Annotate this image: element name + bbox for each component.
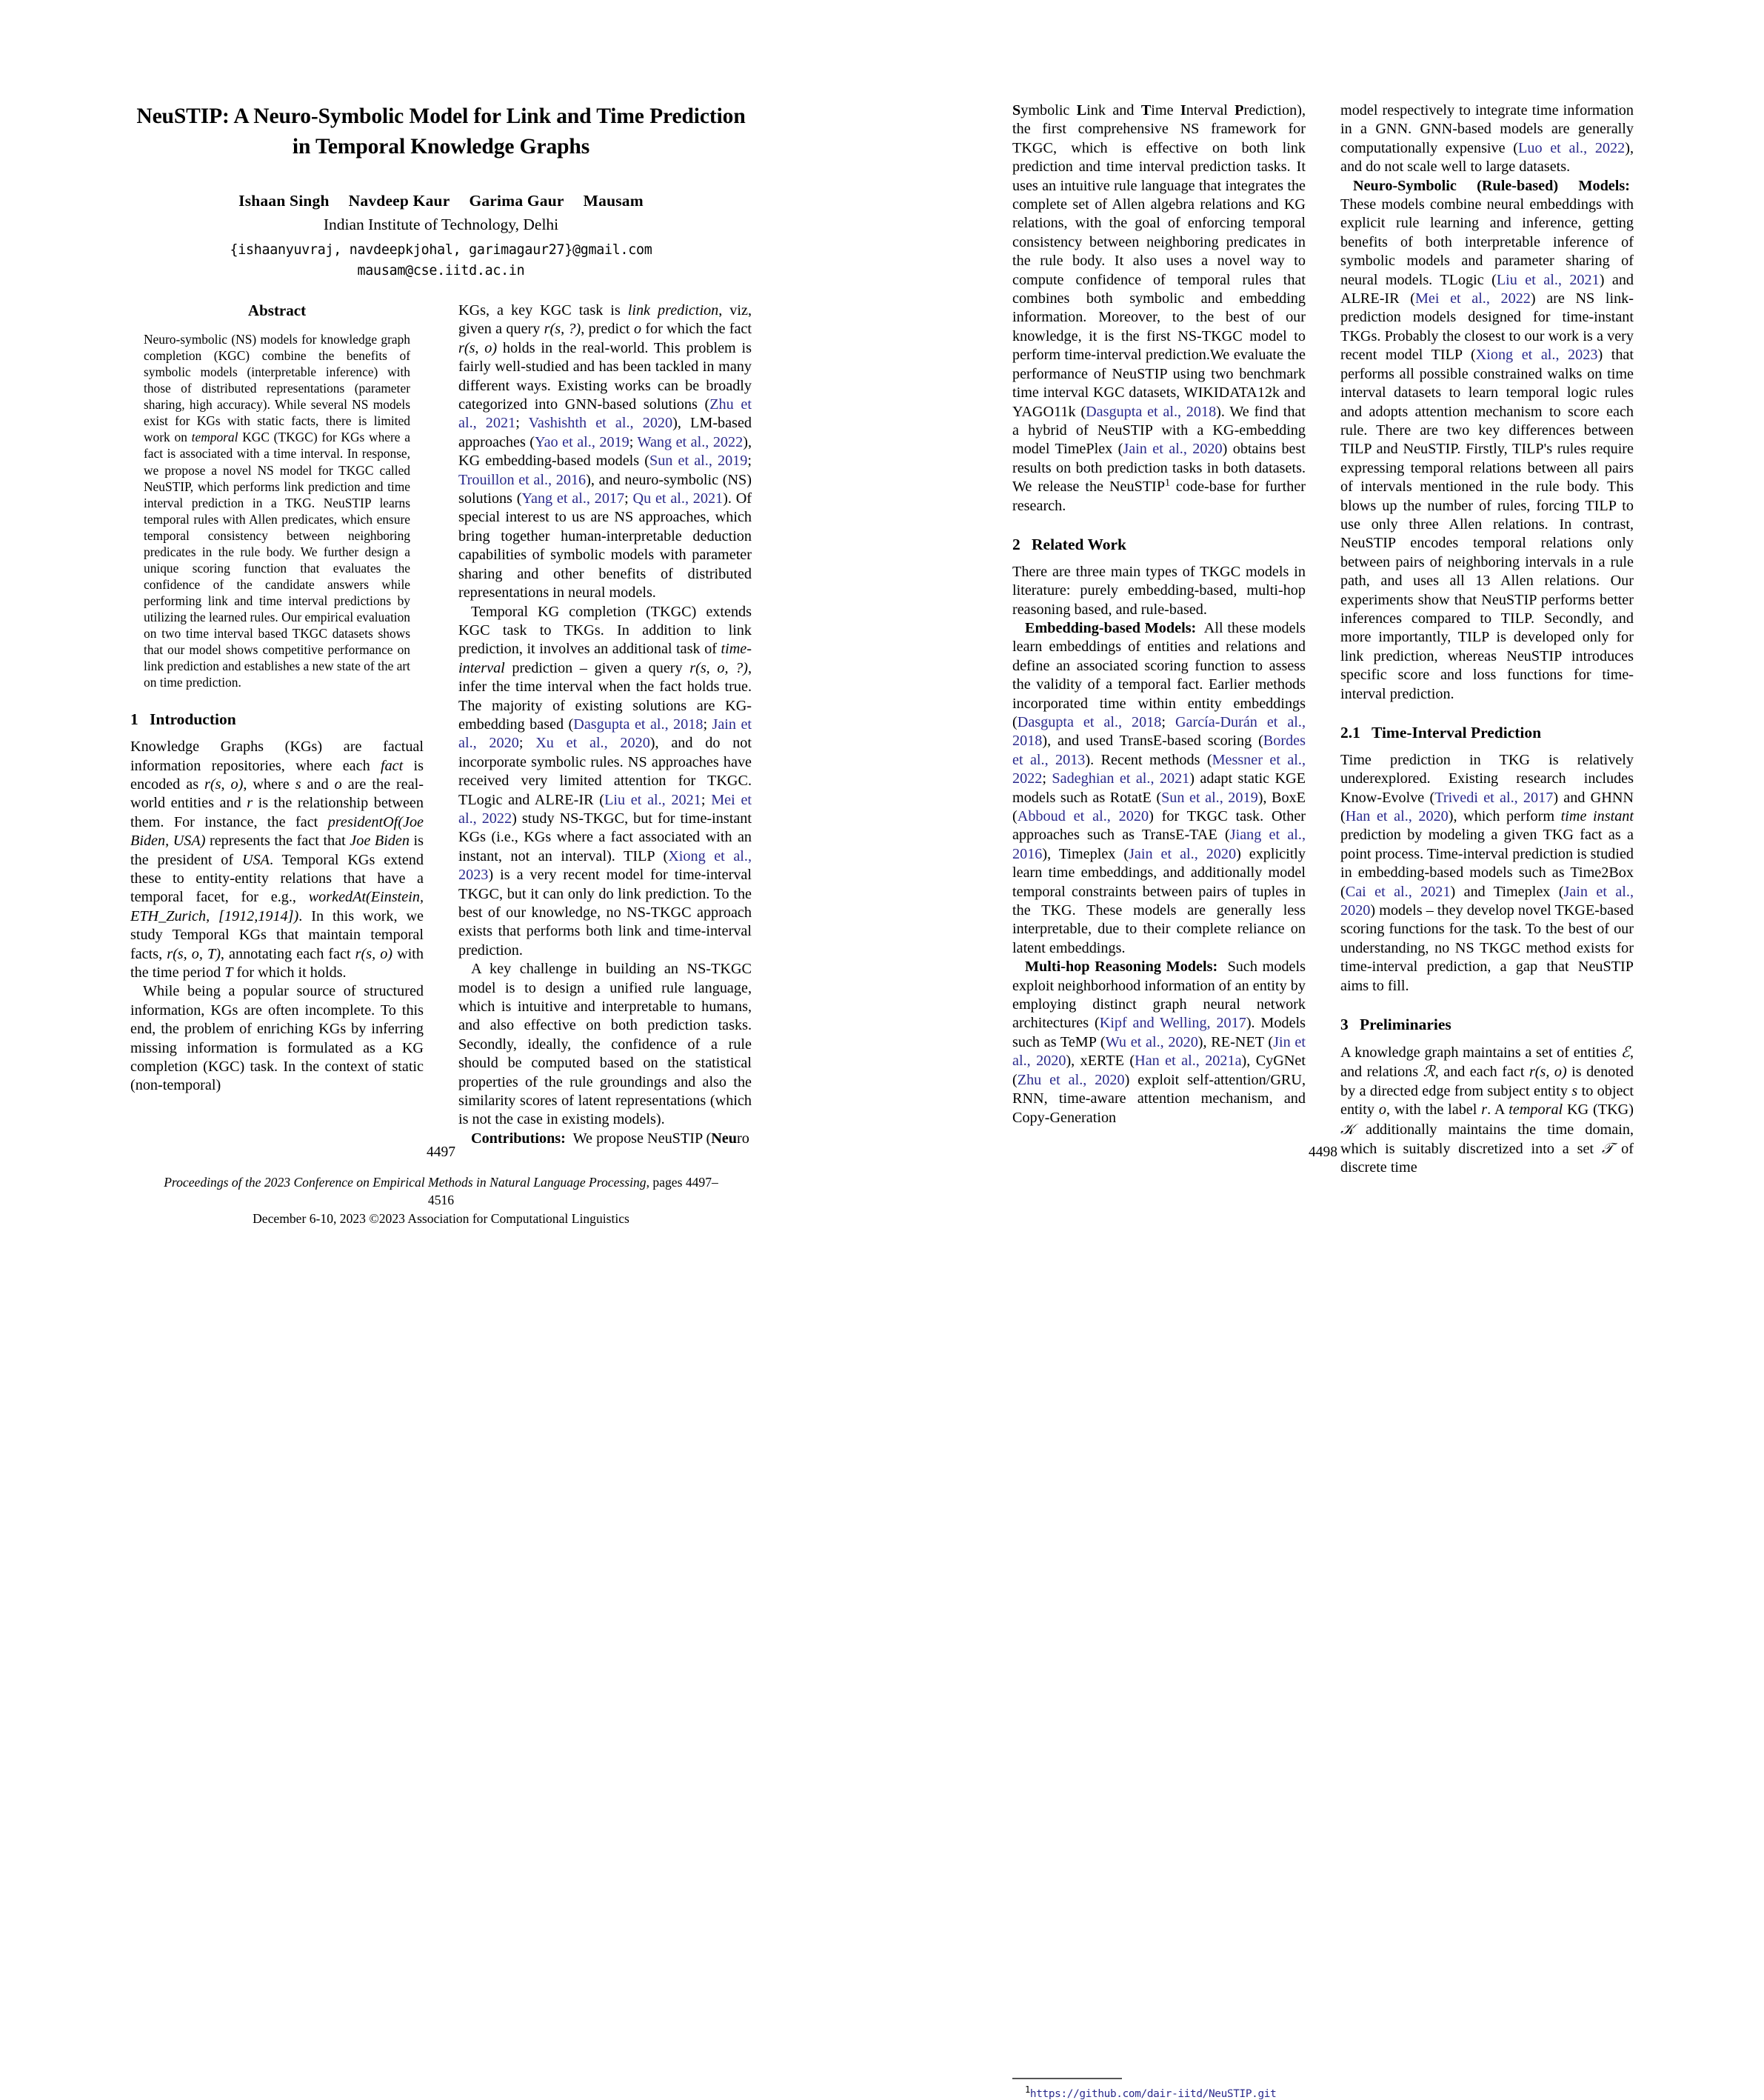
paragraph-heading: Multi-hop Reasoning Models: (1025, 959, 1218, 976)
email-line-2: mausam@cse.iitd.ac.in (357, 263, 525, 279)
paragraph-neuro-symbolic-models: Neuro-Symbolic (Rule-based) Models: These models combine neural embeddings with explicit rule learning and inference, getting benefits of both interpretable inference of symbolic models and parameter sharing of neural models. TLogic (Liu et al., 2021) and ALRE-IR (Mei et al., 2022) are NS link-prediction models designed for time-instant TKGs. Probably the closest to our work is a very recent model TILP (Xiong et al., 2023) that performs all possible constrained walks on time interval datasets to learn temporal logic rules and adopts attention mechanism to score each rule. There are two key differences between TILP and NeuSTIP. Firstly, TILP's rules require expressing temporal relations between all pairs of intervals mentioned in the rule body. This blows up the number of rules, forcing TILP to use only three Allen relations. In contrast, NeuSTIP encodes temporal relations only between pairs of neighboring intervals in a rule path, and uses all 13 Allen relations. Our experiments show that NeuSTIP performs better inferences compared to TILP. Secondly, and more importantly, TILP is developed only for link prediction, whereas NeuSTIP introduces specific score and loss functions for time-interval prediction. (1340, 177, 1634, 702)
related-work-body (1012, 563, 1306, 1127)
footnote-url: https://github.com/dair-iitd/NeuSTIP.git (1029, 2087, 1277, 2100)
proceedings-line-2: December 6-10, 2023 ©2023 Association for Computational Linguistics (253, 1210, 629, 1226)
section-heading-time-interval-prediction (1340, 724, 1634, 743)
column-right (1340, 101, 1634, 1178)
paragraph: Time prediction in TKG is relatively underexplored. Existing research includes Know-Evolve (Trivedi et al., 2017) and GHNN (Han et al., 2020), which perform time instant prediction by modeling a given TKG fact as a point process. Time-interval prediction is studied in embedding-based models such as Time2Box (Cai et al., 2021) and Timeplex (Jain et al., 2020) models – they develop novel TKGE-based scoring functions for the task. To the best of our understanding, no NS TKGC method exists for time-interval prediction, a gap that NeuSTIP aims to fill. (1340, 751, 1634, 994)
paragraph-heading: Embedding-based Models: (1025, 619, 1197, 636)
paragraph: Temporal KG completion (TKGC) extends KGC task to TKGs. In addition to link prediction, it involves an additional task of time-interval prediction – given a query r(s, o, ?), infer the time interval when the fact holds true. The majority of existing solutions are KG-embedding based (Dasgupta et al., 2018; Jain et al., 2020; Xu et al., 2020), and do not incorporate symbolic rules. NS approaches have received very limited attention for TKGC. TLogic and ALRE-IR (Liu et al., 2021; Mei et al., 2022) study NS-TKGC, but for time-instant KGs (i.e., KGs where a fact associated with an instant, not an interval). TILP (Xiong et al., 2023) is a very recent model for time-interval TKGC, but it can only do link prediction. To the best of our knowledge, no NS-TKGC approach exists that performs both link and time-interval prediction. (458, 603, 752, 959)
paragraph-heading: Neuro-Symbolic (Rule-based) Models: (1353, 177, 1630, 194)
paragraph: model respectively to integrate time information in a GNN. GNN-based models are generally computationally expensive (Luo et al., 2022), and do not scale well to large datasets. (1340, 102, 1634, 176)
abstract-body (130, 331, 424, 690)
paragraph: While being a popular source of structured information, KGs are often incomplete. To this end, the problem of enriching KGs by inferring missing information is formulated as a KG completion (KGC) task. In the context of static (non-temporal) (130, 983, 424, 1094)
page-right (882, 0, 1764, 2100)
paragraph: Symbolic Link and Time Interval Prediction), the first comprehensive NS framework for TKGC, which is effective on both link prediction and time interval prediction tasks. It uses an intuitive rule language that integrates the complete set of Allen algebra relations and KG relations, with the goal of enforcing temporal consistency between neighboring predicates in the rule body. It also uses a novel way to compute confidence of temporal rules that combines both symbolic and embedding information. Moreover, to the best of our knowledge, it is the first NS-TKGC model to perform time-interval prediction.We evaluate the performance of NeuSTIP using two benchmark time interval KGC datasets, WIKIDATA12k and YAGO11k (Dasgupta et al., 2018). We find that a hybrid of NeuSTIP with a KG-embedding model TimePlex (Jain et al., 2020) obtains best results on both prediction tasks in both datasets. We release the NeuSTIP$^1$ code-base for further research. (1012, 102, 1306, 514)
paragraph: A key challenge in building an NS-TKGC model is to design a unified rule language, which is intuitive and interpretable to humans, and also effective on both prediction tasks. Secondly, ideally, the confidence of a rule should be computed based on the statistical properties of the rule groundings and also the similarity scores of latent representations (which is not the case in existing models). (458, 961, 752, 1128)
abstract-paragraph: Neuro-symbolic (NS) models for knowledge graph completion (KGC) combine the benefits of symbolic models (interpretable inference) with those of distributed representations (parameter sharing, high accuracy). While several NS models exist for KGs with static facts, there is limited work on temporal KGC (TKGC) for KGs where a fact is associated with a time interval. In response, we propose a novel NS model for TKGC called NeuSTIP, which performs link prediction and time interval prediction in a TKG. NeuSTIP learns temporal rules with Allen predicates, which ensure temporal consistency between neighboring predicates in the rule body. We further design a unique scoring function that evaluates the confidence of the candidate answers while performing link and time interval predictions by utilizing the learned rules. Our empirical evaluation on two time interval based TKGC datasets shows that our model shows competitive performance on link prediction and establishes a new state of the art on time prediction. (144, 332, 411, 690)
introduction-body (130, 738, 424, 1096)
section-heading-related-work (1012, 536, 1306, 555)
paragraph-contributions: Contributions: We propose NeuSTIP (Neuro (471, 1130, 749, 1147)
author-name: Navdeep Kaur (348, 192, 450, 210)
column-right-body (1340, 101, 1634, 704)
title-line-2: in Temporal Knowledge Graphs (292, 134, 590, 159)
column-left (130, 301, 424, 1148)
proceedings-footer (153, 1173, 729, 1227)
section-title: Time-Interval Prediction (1372, 724, 1542, 741)
author-name: Ishaan Singh (238, 192, 330, 210)
affiliation: Indian Institute of Technology, Delhi (323, 216, 559, 234)
section-heading-introduction (130, 710, 424, 730)
author-list (130, 192, 752, 210)
column-right-body (458, 301, 752, 1148)
page-number-left: 4497 (427, 1144, 455, 1160)
paragraph-multihop-models: Multi-hop Reasoning Models: Such models exploit neighborhood information of an entity by employing distinct graph neural network architectures (Kipf and Welling, 2017). Models such as TeMP (Wu et al., 2020), RE-NET (Jin et al., 2020), xERTE (Han et al., 2021a), CyGNet (Zhu et al., 2020) exploit self-attention/GRU, RNN, time-aware attention mechanism, and Copy-Generation (1012, 959, 1306, 1126)
abstract-heading: Abstract (247, 301, 307, 319)
footnote-rule (1012, 2078, 1122, 2079)
author-name: Mausam (583, 192, 644, 210)
page-left (0, 0, 882, 1247)
author-name: Garima Gaur (469, 192, 564, 210)
body-columns (130, 301, 752, 1148)
title-block (130, 0, 752, 281)
footnote-marker: 1 (1025, 2084, 1030, 2095)
paragraph: There are three main types of TKGC models in literature: purely embedding-based, multi-hop reasoning based, and rule-based. (1012, 563, 1306, 618)
section-title: Related Work (1032, 535, 1127, 553)
paragraph: A knowledge graph maintains a set of entities ℰ, and relations ℛ, and each fact r(s, o) is denoted by a directed edge from subject entity s to object entity o, with the label r. A temporal KG (TKG) 𝒦 additionally maintains the time domain, which is suitably discretized into a set 𝒯 of discrete time (1340, 1042, 1634, 1176)
author-emails (130, 240, 752, 281)
title-line-1: NeuSTIP: A Neuro-Symbolic Model for Link and Time Prediction (136, 104, 746, 128)
proceedings-line-1: Proceedings of the 2023 Conference on Empirical Methods in Natural Language Processing, pages 4497–4516 (164, 1175, 718, 1208)
paragraph-embedding-models: Embedding-based Models: All these models learn embeddings of entities and relations and define an associated scoring function to assess the validity of a temporal fact. Earlier methods incorporated time within entity embeddings (Dasgupta et al., 2018; García-Durán et al., 2018), and used TransE-based scoring (Bordes et al., 2013). Recent methods (Messner et al., 2022; Sadeghian et al., 2021) adapt static KGE models such as RotatE (Sun et al., 2019), BoxE (Abboud et al., 2020) for TKGC task. Other approaches such as TransE-TAE (Jiang et al., 2016), Timeplex (Jain et al., 2020) explicitly learn time embeddings, and additionally model temporal constraints between pairs of tuples in the TKG. These models are generally less interpretable, due to their complete reliance on latent embeddings. (1012, 619, 1306, 956)
page-number-right: 4498 (1309, 1144, 1337, 1160)
section-heading-preliminaries (1340, 1016, 1634, 1035)
time-interval-prediction-body (1340, 751, 1634, 996)
column-left-body (1012, 101, 1306, 516)
email-line-1: {ishaanyuvraj, navdeepkjohal, garimagaur27}@gmail.com (230, 242, 652, 259)
paragraph: KGs, a key KGC task is link prediction, viz, given a query r(s, ?), predict o for which the fact r(s, o) holds in the real-world. This problem is fairly well-studied and has been tackled in many different ways. Existing works can be broadly categorized into GNN-based solutions (Zhu et al., 2021; Vashishth et al., 2020), LM-based approaches (Yao et al., 2019; Wang et al., 2022), KG embedding-based models (Sun et al., 2019; Trouillon et al., 2016), and neuro-symbolic (NS) solutions (Yang et al., 2017; Qu et al., 2021). Of special interest to us are NS approaches, which bring together human-interpretable deduction capabilities of symbolic models with parameter sharing and other benefits of distributed representations in neural models. (458, 302, 752, 601)
section-title: Preliminaries (1360, 1016, 1451, 1034)
section-number: 2.1 (1340, 724, 1360, 741)
section-number: 3 (1340, 1016, 1349, 1034)
body-columns (1012, 101, 1634, 2100)
section-number: 1 (130, 710, 138, 729)
column-left (1012, 101, 1306, 2100)
column-right (458, 301, 752, 1148)
footnote-block (1012, 2071, 1306, 2100)
footnote-link[interactable] (1012, 2084, 1306, 2100)
section-title: Introduction (150, 710, 236, 729)
section-number: 2 (1012, 535, 1020, 553)
page-title (130, 101, 752, 161)
paragraph: Knowledge Graphs (KGs) are factual information repositories, where each fact is encoded as r(s, o), where s and o are the real-world entities and r is the relationship between them. For instance, the fact presidentOf(Joe Biden, USA) represents the fact that Joe Biden is the president of USA. Temporal KGs extend these to entity-entity relations that have a temporal facet, for e.g., workedAt(Einstein, ETH_Zurich, [1912,1914]). In this work, we study Temporal KGs that maintain temporal facts, r(s, o, T), annotating each fact r(s, o) with the time period T for which it holds. (130, 739, 424, 981)
